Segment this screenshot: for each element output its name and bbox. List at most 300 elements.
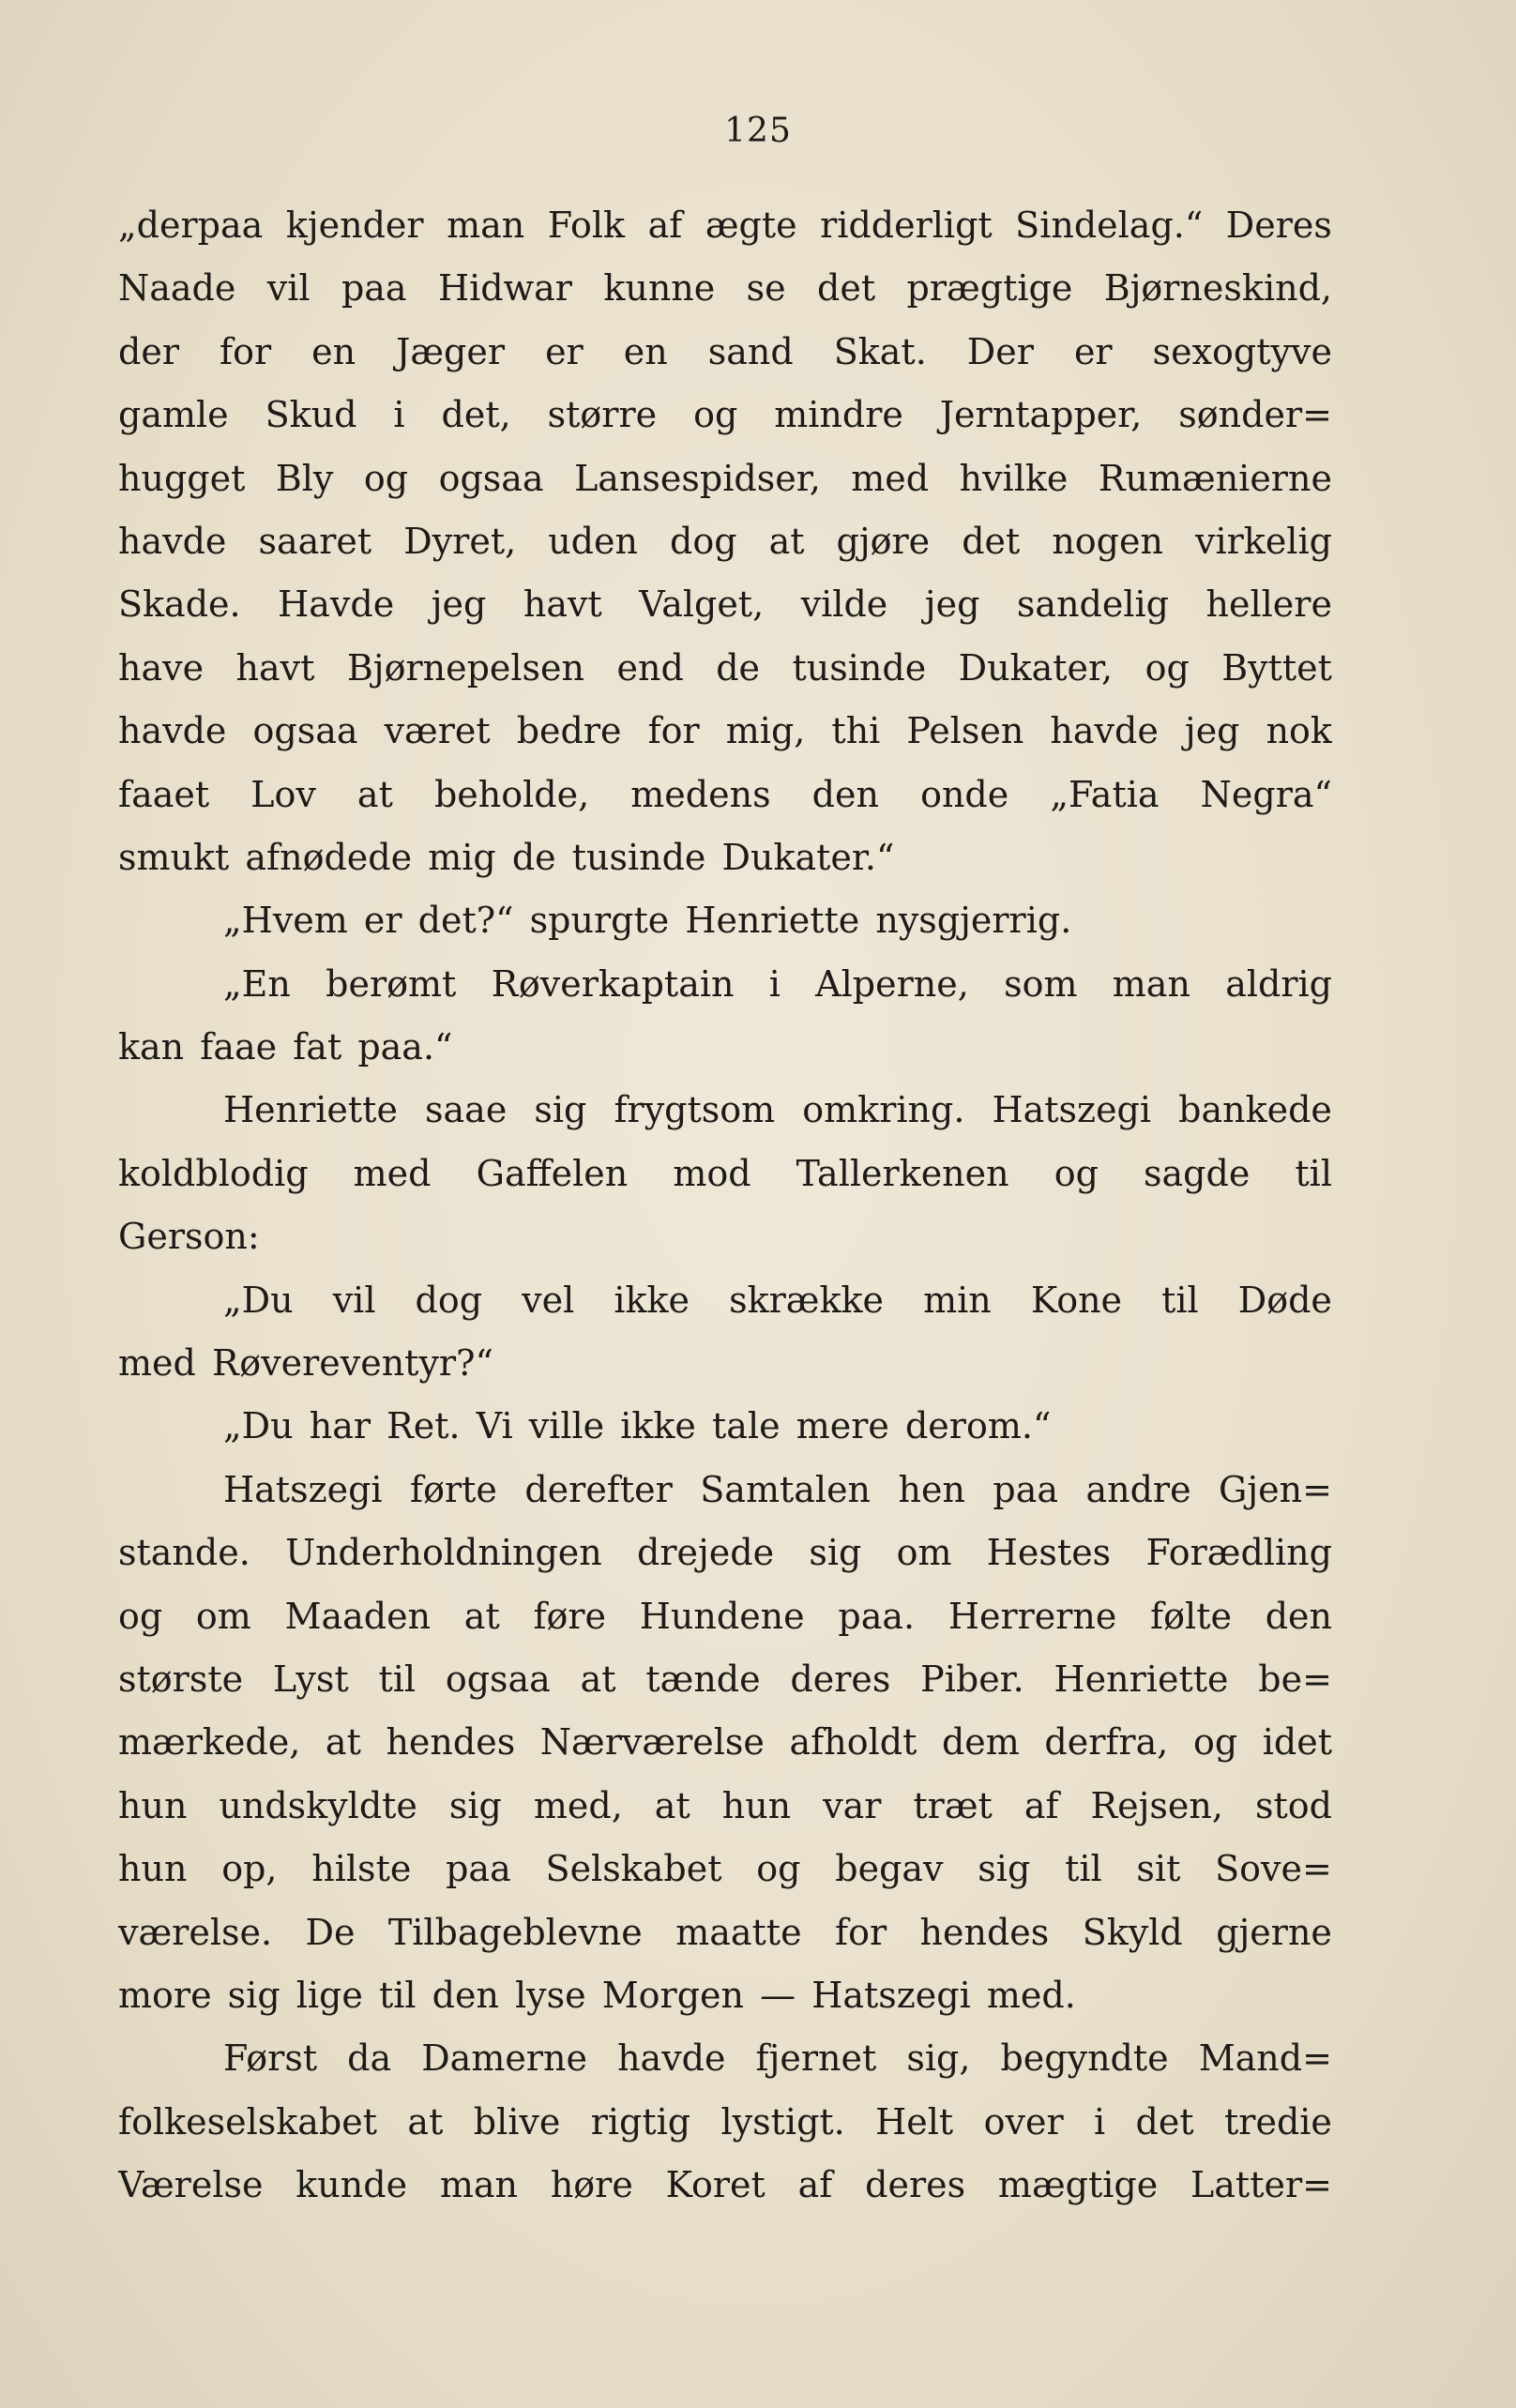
word: af <box>797 2164 833 2206</box>
word: vil <box>266 267 311 310</box>
word: er <box>363 900 402 942</box>
word: hen <box>898 1468 965 1510</box>
word: hendes <box>386 1721 516 1764</box>
word: ogsaa <box>438 457 544 499</box>
word: be= <box>1258 1658 1332 1700</box>
word: at <box>580 1658 616 1700</box>
text-line <box>118 1658 1332 1721</box>
word: faaet <box>118 773 210 815</box>
word: til <box>1295 1152 1332 1194</box>
word: „Du <box>223 1405 294 1447</box>
word: havt <box>523 583 602 626</box>
word: tusinde <box>792 646 927 689</box>
word: omkring. <box>802 1089 965 1131</box>
word: afnødede <box>245 836 413 878</box>
word: min <box>923 1279 992 1321</box>
word: mig <box>428 836 496 878</box>
word: Ret. <box>387 1405 461 1447</box>
word: med, <box>533 1784 623 1826</box>
word: Henriette <box>1054 1658 1229 1700</box>
word: sig, <box>906 2037 971 2080</box>
word: har <box>309 1405 371 1447</box>
text-line <box>118 521 1332 583</box>
word: Hidwar <box>437 267 572 310</box>
word: saae <box>425 1089 508 1131</box>
word: sig <box>809 1532 862 1574</box>
word: op, <box>221 1848 278 1890</box>
word: man <box>447 204 525 246</box>
word: at <box>407 2100 444 2143</box>
text-line <box>118 1469 1332 1532</box>
word: sexogtyve <box>1152 330 1332 372</box>
word: om <box>195 1595 251 1637</box>
word: Skud <box>265 394 357 436</box>
word: begav <box>835 1848 944 1890</box>
word: Helt <box>875 2100 954 2143</box>
word: De <box>305 1911 356 1953</box>
word: ridderligt <box>820 204 993 246</box>
word: hun <box>721 1784 792 1826</box>
word: til <box>378 1974 417 2016</box>
word: den <box>811 773 879 815</box>
word: at <box>768 520 805 562</box>
word: Skade. <box>118 583 241 626</box>
word: og <box>1192 1721 1238 1764</box>
word: rigtig <box>590 2100 691 2143</box>
word: nok <box>1266 710 1332 752</box>
word: Gjen= <box>1219 1468 1332 1510</box>
word: mod <box>673 1152 751 1194</box>
word: stod <box>1254 1784 1332 1826</box>
text-line <box>118 1405 1332 1468</box>
word: om <box>896 1532 952 1574</box>
word: Bly <box>275 457 334 499</box>
word: følte <box>1150 1595 1232 1637</box>
word: derefter <box>524 1468 673 1510</box>
text-line <box>118 1280 1332 1342</box>
word: kunde <box>296 2164 408 2206</box>
word: dog <box>670 520 737 562</box>
word: Røverkaptain <box>491 962 735 1005</box>
word: mig, <box>725 710 806 752</box>
word: Jerntapper, <box>939 394 1143 436</box>
word: sig <box>227 1974 280 2016</box>
word: Først <box>223 2037 318 2080</box>
word: sit <box>1136 1848 1181 1890</box>
word: mærkede, <box>118 1721 301 1764</box>
body-text <box>118 204 1332 2228</box>
word: og <box>1145 646 1190 689</box>
word: „derpaa <box>118 204 264 246</box>
word: og <box>363 457 409 499</box>
word: „Du <box>223 1279 294 1321</box>
text-line <box>118 1089 1332 1152</box>
word: mindre <box>774 394 903 436</box>
word: sønder= <box>1178 394 1332 436</box>
word: gjerne <box>1216 1911 1332 1953</box>
word: havde <box>617 2037 726 2080</box>
word: Mand= <box>1198 2037 1332 2080</box>
word: Koret <box>665 2164 766 2206</box>
text-line <box>118 1026 1332 1089</box>
text-line <box>118 458 1332 521</box>
word: thi <box>831 710 881 752</box>
word: end <box>616 646 684 689</box>
word: ægte <box>705 204 797 246</box>
word: til <box>1065 1848 1102 1890</box>
word: Sove= <box>1215 1848 1332 1890</box>
word: beholde, <box>433 773 590 815</box>
word: til <box>1161 1279 1199 1321</box>
word: i <box>768 962 781 1005</box>
word: Selskabet <box>545 1848 722 1890</box>
word: aldrig <box>1225 962 1332 1005</box>
word: paa <box>446 1848 511 1890</box>
word: ogsaa <box>445 1658 551 1700</box>
word: Deres <box>1225 204 1332 246</box>
text-line <box>118 710 1332 773</box>
word: Tilbageblevne <box>387 1911 643 1953</box>
word: det <box>1135 2100 1194 2143</box>
word: vel <box>522 1279 575 1321</box>
word: Hestes <box>986 1532 1112 1574</box>
word: da <box>347 2037 392 2080</box>
word: lystigt. <box>720 2100 845 2143</box>
word: hendes <box>919 1911 1050 1953</box>
word: Dukater.“ <box>721 836 895 878</box>
word: for <box>647 710 700 752</box>
word: „Hvem <box>223 900 348 942</box>
word: onde <box>920 773 1009 815</box>
word: Latter= <box>1190 2164 1332 2206</box>
word: med <box>353 1152 432 1194</box>
word: Negra“ <box>1200 773 1332 815</box>
word: hun <box>118 1848 188 1890</box>
text-line <box>118 1532 1332 1595</box>
word: Underholdningen <box>285 1532 602 1574</box>
word: folkeselskabet <box>118 2100 378 2143</box>
word: Sindelag.“ <box>1015 204 1204 246</box>
word: Herrerne <box>948 1595 1117 1637</box>
word: med <box>851 457 930 499</box>
word: dem <box>941 1721 1020 1764</box>
word: sagde <box>1144 1152 1251 1194</box>
word: Pelsen <box>906 710 1024 752</box>
word: at <box>463 1595 500 1637</box>
word: og <box>756 1848 801 1890</box>
word: paa <box>993 1468 1059 1510</box>
word: Jæger <box>396 330 506 372</box>
word: sandelig <box>1016 583 1169 626</box>
word: ikke <box>620 1405 696 1447</box>
word: havde <box>118 520 227 562</box>
word: prægtige <box>906 267 1073 310</box>
word: Lansespidser, <box>574 457 821 499</box>
word: for <box>220 330 272 372</box>
word: vil <box>332 1279 376 1321</box>
text-line <box>118 1721 1332 1784</box>
word: en <box>623 330 668 372</box>
word: træt <box>913 1784 993 1826</box>
word: Hatszegi <box>992 1089 1152 1131</box>
word: største <box>118 1658 244 1700</box>
word: faae <box>200 1026 278 1068</box>
word: tredie <box>1224 2100 1332 2143</box>
word: Vi <box>476 1405 513 1447</box>
word: derom.“ <box>904 1405 1052 1447</box>
word: berømt <box>326 962 457 1005</box>
word: Valget, <box>639 583 765 626</box>
word: til <box>378 1658 417 1700</box>
word: det, <box>441 394 511 436</box>
word: fjernet <box>755 2037 877 2080</box>
word: Dyret, <box>403 520 517 562</box>
word: gamle <box>118 394 229 436</box>
word: skrække <box>729 1279 885 1321</box>
word: Samtalen <box>700 1468 872 1510</box>
word: paa.“ <box>357 1026 453 1068</box>
word: Damerne <box>421 2037 587 2080</box>
word: værelse. <box>118 1911 273 1953</box>
word: andre <box>1085 1468 1191 1510</box>
word: lige <box>296 1974 363 2016</box>
word: havde <box>1050 710 1159 752</box>
text-line <box>118 1785 1332 1848</box>
word: Lov <box>250 773 316 815</box>
word: hilste <box>311 1848 412 1890</box>
word: paa <box>341 267 407 310</box>
word: undskyldte <box>219 1784 417 1826</box>
word: at <box>325 1721 361 1764</box>
text-line <box>118 1216 1332 1279</box>
word: er <box>545 330 584 372</box>
word: fat <box>293 1026 342 1068</box>
word: Kone <box>1030 1279 1123 1321</box>
word: koldblodig <box>118 1152 309 1194</box>
word: man <box>439 2164 519 2206</box>
word: jeg <box>431 583 487 626</box>
word: Værelse <box>118 2164 264 2206</box>
word: jeg <box>1184 710 1240 752</box>
word: føre <box>533 1595 607 1637</box>
word: se <box>746 267 786 310</box>
word: det <box>817 267 876 310</box>
word: Hundene <box>639 1595 805 1637</box>
word: hvilke <box>959 457 1069 499</box>
word: blive <box>473 2100 561 2143</box>
word: Nærværelse <box>539 1721 765 1764</box>
word: man <box>1112 962 1190 1005</box>
word: Der <box>966 330 1034 372</box>
word: Folk <box>547 204 626 246</box>
word: i <box>1094 2100 1106 2143</box>
text-line <box>118 331 1332 394</box>
word: sand <box>707 330 794 372</box>
word: Rumænierne <box>1098 457 1332 499</box>
word: tale <box>712 1405 781 1447</box>
word: var <box>823 1784 882 1826</box>
text-line <box>118 204 1332 267</box>
word: mere <box>796 1405 889 1447</box>
word: tusinde <box>571 836 706 878</box>
word: sig <box>534 1089 587 1131</box>
word: en <box>311 330 356 372</box>
word: Lyst <box>272 1658 349 1700</box>
word: Bjørnepelsen <box>346 646 585 689</box>
word: den <box>1265 1595 1332 1637</box>
word: Forædling <box>1145 1532 1332 1574</box>
text-line <box>118 2164 1332 2227</box>
word: Bjørneskind, <box>1103 267 1332 310</box>
word: lyse <box>515 1974 586 2016</box>
word: idet <box>1262 1721 1332 1764</box>
word: medens <box>630 773 771 815</box>
word: more <box>118 1974 212 2016</box>
text-line <box>118 394 1332 457</box>
word: med. <box>986 1974 1076 2016</box>
word: maatte <box>675 1911 802 1953</box>
word: bedre <box>516 710 622 752</box>
word: hugget <box>118 457 246 499</box>
word: med <box>118 1342 196 1385</box>
text-line <box>118 900 1332 962</box>
text-line <box>118 1975 1332 2037</box>
word: Dukater, <box>958 646 1114 689</box>
word: gjøre <box>836 520 931 562</box>
word: Piber. <box>920 1658 1024 1700</box>
word: kjender <box>285 204 424 246</box>
word: havt <box>235 646 315 689</box>
word: sig <box>448 1784 502 1826</box>
word: — <box>760 1974 796 2016</box>
word: Røvereventyr?“ <box>211 1342 493 1385</box>
word: ogsaa <box>252 710 358 752</box>
word: kan <box>118 1026 185 1068</box>
word: de <box>716 646 761 689</box>
word: drejede <box>637 1532 775 1574</box>
word: det <box>962 520 1021 562</box>
text-line <box>118 2101 1332 2164</box>
word: og <box>118 1595 163 1637</box>
text-line <box>118 647 1332 710</box>
word: Skat. <box>833 330 927 372</box>
word: af <box>647 204 683 246</box>
text-line <box>118 1342 1332 1405</box>
word: Maaden <box>284 1595 432 1637</box>
word: bankede <box>1178 1089 1332 1131</box>
word: Morgen <box>601 1974 744 2016</box>
text-line <box>118 267 1332 330</box>
word: Henriette <box>685 900 860 942</box>
word: over <box>983 2100 1064 2143</box>
word: „En <box>223 962 291 1005</box>
word: paa. <box>838 1595 916 1637</box>
word: Tallerkenen <box>796 1152 1009 1194</box>
word: nysgjerrig. <box>875 900 1072 942</box>
word: for <box>835 1911 887 1953</box>
word: stande. <box>118 1532 250 1574</box>
word: i <box>393 394 405 436</box>
text-line <box>118 963 1332 1026</box>
word: som <box>1004 962 1078 1005</box>
text-line <box>118 1596 1332 1658</box>
word: virkelig <box>1195 520 1332 562</box>
word: begyndte <box>1000 2037 1169 2080</box>
word: jeg <box>924 583 980 626</box>
text-line <box>118 1912 1332 1975</box>
word: ville <box>528 1405 605 1447</box>
word: den <box>432 1974 499 2016</box>
word: saaret <box>258 520 372 562</box>
word: at <box>654 1784 690 1826</box>
word: deres <box>790 1658 891 1700</box>
word: været <box>384 710 491 752</box>
word: der <box>118 330 179 372</box>
word: nogen <box>1052 520 1163 562</box>
word: sig <box>978 1848 1031 1890</box>
text-line <box>118 774 1332 837</box>
word: hun <box>118 1784 188 1826</box>
text-line <box>118 583 1332 646</box>
word: førte <box>410 1468 497 1510</box>
word: ikke <box>614 1279 690 1321</box>
page-number: 125 <box>724 112 792 150</box>
word: hellere <box>1205 583 1332 626</box>
word: kunne <box>603 267 716 310</box>
text-line <box>118 2037 1332 2100</box>
word: tænde <box>645 1658 761 1700</box>
word: deres <box>865 2164 966 2206</box>
word: afholdt <box>789 1721 917 1764</box>
word: vilde <box>800 583 888 626</box>
word: Gerson: <box>118 1216 260 1258</box>
word: spurgte <box>529 900 670 942</box>
word: er <box>1073 330 1113 372</box>
text-line <box>118 837 1332 900</box>
word: og <box>693 394 738 436</box>
word: Alperne, <box>815 962 969 1005</box>
word: og <box>1054 1152 1099 1194</box>
word: de <box>511 836 556 878</box>
word: Byttet <box>1221 646 1332 689</box>
word: Naade <box>118 267 236 310</box>
word: Hatszegi <box>811 1974 971 2016</box>
word: Havde <box>278 583 395 626</box>
word: dog <box>415 1279 483 1321</box>
word: smukt <box>118 836 230 878</box>
word: havde <box>118 710 227 752</box>
word: høre <box>550 2164 633 2206</box>
word: det?“ <box>417 900 514 942</box>
word: større <box>547 394 658 436</box>
word: derfra, <box>1044 1721 1169 1764</box>
word: Rejsen, <box>1090 1784 1223 1826</box>
word: af <box>1023 1784 1059 1826</box>
word: Gaffelen <box>476 1152 629 1194</box>
text-line <box>118 1848 1332 1911</box>
word: Hatszegi <box>223 1468 383 1510</box>
word: uden <box>548 520 638 562</box>
word: Døde <box>1237 1279 1332 1321</box>
word: at <box>356 773 393 815</box>
word: mægtige <box>997 2164 1159 2206</box>
text-line <box>118 1153 1332 1216</box>
word: „Fatia <box>1050 773 1160 815</box>
word: frygtsom <box>614 1089 776 1131</box>
word: Skyld <box>1082 1911 1183 1953</box>
word: have <box>118 646 205 689</box>
word: Henriette <box>223 1089 398 1131</box>
